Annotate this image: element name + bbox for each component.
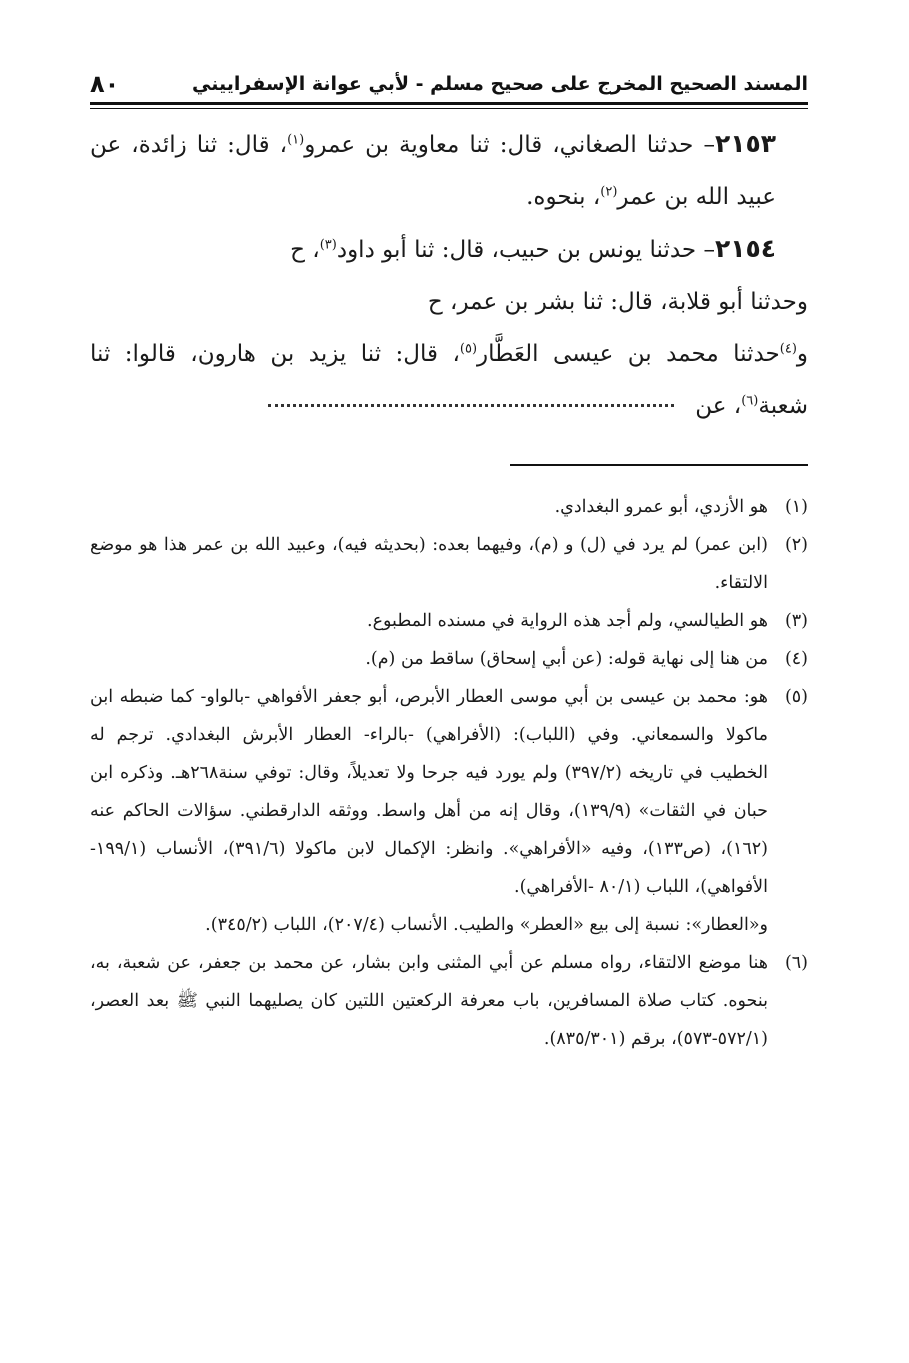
footnote-6 bbox=[90, 944, 808, 1058]
running-title: المسند الصحيح المخرج على صحيح مسلم - لأبي عوانة الإسفراييني bbox=[192, 73, 808, 95]
footnote-1 bbox=[90, 488, 808, 526]
footnote-text: هنا موضع الالتقاء، رواه مسلم عن أبي المثنى وابن بشار، عن محمد بن جعفر، عن شعبة، به، بنحوه. كتاب صلاة المسافرين، باب معرفة الركعتين اللتين كان يصليهما النبي ﷺ بعد العصر، (٥٧٢/١-٥٧٣)، برقم (٨٣٥/٣٠١). bbox=[90, 953, 768, 1049]
hadith-text: و bbox=[796, 341, 808, 367]
header-rule-thick bbox=[90, 102, 808, 105]
hadith-2154 bbox=[90, 223, 808, 276]
footnote-ref-2[interactable]: (٢) bbox=[600, 184, 618, 200]
hadith-number: ٢١٥٣ bbox=[714, 129, 776, 158]
footnote-number: (١) bbox=[784, 497, 808, 517]
hadith-2153 bbox=[90, 118, 808, 223]
hadith-dash: – bbox=[693, 132, 715, 158]
footnote-number: (٥) bbox=[784, 687, 808, 707]
footnote-ref-5[interactable]: (٥) bbox=[459, 341, 478, 357]
footnote-text: هو الأزدي، أبو عمرو البغدادي. bbox=[554, 497, 768, 517]
hadith-text: حدثنا محمد بن عيسى العَطَّار bbox=[477, 341, 780, 367]
footnote-ref-4[interactable]: (٤) bbox=[779, 341, 797, 357]
hadith-text: وحدثنا أبو قلابة، قال: ثنا بشر بن عمر، ح bbox=[427, 289, 808, 315]
hadith-text: حدثنا يونس بن حبيب، قال: ثنا أبو داود bbox=[336, 237, 697, 263]
footnote-3 bbox=[90, 602, 808, 640]
hadith-text: ، قال: ثنا يزيد بن هارون، قالوا: ثنا شعبة bbox=[90, 341, 808, 419]
footnote-text: (ابن عمر) لم يرد في (ل) و (م)، وفيهما بعده: (بحديثه فيه)، وعبيد الله بن عمر هذا هو موضع الالتقاء. bbox=[90, 535, 768, 593]
hadith-text: ، بنحوه. bbox=[526, 184, 601, 210]
main-text bbox=[90, 118, 808, 432]
footnote-text: من هنا إلى نهاية قوله: (عن أبي إسحاق) ساقط من (م). bbox=[365, 649, 768, 669]
dotted-fill bbox=[268, 404, 674, 407]
dotted-continuation bbox=[268, 410, 688, 413]
footnote-ref-3[interactable]: (٣) bbox=[319, 237, 337, 253]
footnotes bbox=[90, 488, 808, 1058]
hadith-dash: – bbox=[696, 237, 715, 263]
footnote-separator bbox=[510, 464, 808, 466]
footnote-text: هو: محمد بن عيسى بن أبي موسى العطار الأبرص، أبو جعفر الأفواهي -بالواو- كما ضبطه ابن ماكولا والسمعاني. وفي (اللباب): (الأفراهي) -بالراء- العطار الأبرش البغدادي. ترجم له الخطيب في تاريخه (٣٩٧/٢) ولم يورد فيه جرحا ولا تعديلاً، وقال: توفي سنة٢٦٨هـ. وذكره ابن حبان في الثقات» (١٣٩/٩)، وقال إنه من أهل واسط. ووثقه الدارقطني. سؤالات الحاكم عنه (١٦٢)، (ص١٣٣)، وفيه «الأفراهي». وانظر: الإكمال لابن ماكولا (٣٩١/٦)، الأنساب (١٩٩/١-الأفواهي)، اللباب (٨٠/١ -الأفراهي). bbox=[90, 687, 769, 897]
footnote-2 bbox=[90, 526, 808, 602]
hadith-text: ، قال: ثنا زائدة، عن عبيد الله بن عمر bbox=[90, 132, 776, 210]
hadith-text: ، عن bbox=[695, 393, 742, 419]
header-rule-thin bbox=[90, 108, 808, 109]
footnote-ref-1[interactable]: (١) bbox=[287, 132, 305, 148]
footnote-text: هو الطيالسي، ولم أجد هذه الرواية في مسنده المطبوع. bbox=[367, 611, 768, 631]
hadith-2154-line-3 bbox=[90, 328, 808, 432]
footnote-number: (٣) bbox=[784, 611, 808, 631]
page-number: ٨٠ bbox=[90, 70, 120, 98]
book-page bbox=[90, 0, 808, 1363]
hadith-number: ٢١٥٤ bbox=[714, 234, 776, 263]
footnote-5 bbox=[90, 678, 808, 906]
footnote-number: (٤) bbox=[784, 649, 808, 669]
footnote-4 bbox=[90, 640, 808, 678]
hadith-text: ، ح bbox=[290, 237, 320, 263]
hadith-2154-line-2 bbox=[90, 276, 808, 328]
hadith-text: حدثنا الصغاني، قال: ثنا معاوية بن عمرو bbox=[304, 132, 694, 158]
footnote-ref-6[interactable]: (٦) bbox=[741, 393, 759, 409]
footnote-number: (٢) bbox=[784, 535, 808, 555]
footnote-number: (٦) bbox=[784, 953, 808, 973]
page-header bbox=[90, 64, 808, 104]
footnote-5-continuation: و«العطار»: نسبة إلى بيع «العطر» والطيب. الأنساب (٢٠٧/٤)، اللباب (٣٤٥/٢). bbox=[205, 915, 768, 935]
